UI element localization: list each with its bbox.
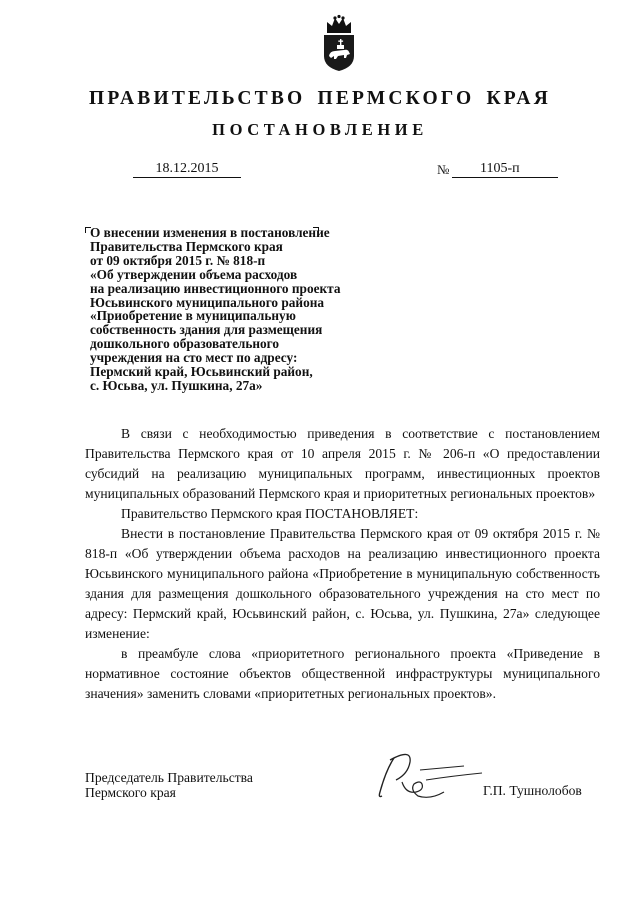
subject-line: с. Юсьва, ул. Пушкина, 27а» (90, 377, 263, 393)
signatory-position (85, 770, 253, 800)
subject-line: «Об утверждении объема расходов (90, 266, 298, 282)
subject-line: учреждения на сто мест по адресу: (90, 350, 298, 366)
body-paragraph-preamble: В связи с необходимостью приведения в соответствие с постановлением Правительства Пермского края от 10 апреля 2015 г. № 206-п «О предоставлении субсидий на реализацию муниципальных программ, инвестиционных проектов муниципальных образований Пермского края и приоритетных региональных проектов» (85, 426, 600, 501)
subject-line: «Приобретение в муниципальную (90, 308, 296, 324)
body-paragraph-decree: Правительство Пермского края ПОСТАНОВЛЯЕТ: (121, 506, 419, 521)
signatory-position-line: Пермского края (85, 785, 176, 800)
number-sign: № (437, 162, 450, 177)
subject-line: Юсьвинского муниципального района (90, 294, 325, 310)
document-number: 1105-п (480, 161, 520, 176)
government-title: ПРАВИТЕЛЬСТВО ПЕРМСКОГО КРАЯ (89, 88, 551, 109)
subject-line: Правительства Пермского края (90, 238, 283, 254)
body-paragraph-amend: Внести в постановление Правительства Пермского края от 09 октября 2015 г. № 818-п «Об утверждении объема расходов на реализацию инвестиционного проекта Юсьвинского муниципального района «Приобретение в муниципальную собственность здания для размещения дошкольного образовательного учреждения на сто мест по адресу: Пермский край, Юсьвинский район, с. Юсьва, ул. Пушкина, 27а» следующее изменение: (85, 526, 600, 641)
document-number-field (452, 160, 558, 178)
subject-line: от 09 октября 2015 г. № 818-п (90, 252, 266, 268)
body-paragraph-change: в преамбуле слова «приоритетного регионального проекта «Приведение в нормативное состояние объектов общественной инфраструктуры муниципального значения» заменить словами «приоритетных региональных проектов». (85, 646, 600, 701)
document-date: 18.12.2015 (133, 160, 241, 178)
subject-line: О внесении изменения в постановление (90, 225, 330, 240)
subject-line: Пермский край, Юсьвинский район, (90, 364, 313, 380)
document-type-title: ПОСТАНОВЛЕНИЕ (212, 120, 428, 139)
document-body (85, 424, 600, 704)
document-subject (90, 226, 390, 393)
subject-line: дошкольного образовательного (90, 336, 280, 352)
subject-line: на реализацию инвестиционного проекта (90, 280, 341, 296)
coat-of-arms-icon (318, 14, 360, 72)
signatory-name: Г.П. Тушнолобов (483, 783, 582, 798)
handwritten-signature-icon (372, 740, 487, 802)
signatory-position-line: Председатель Правительства (85, 770, 253, 785)
subject-line: собственность здания для размещения (90, 322, 323, 338)
